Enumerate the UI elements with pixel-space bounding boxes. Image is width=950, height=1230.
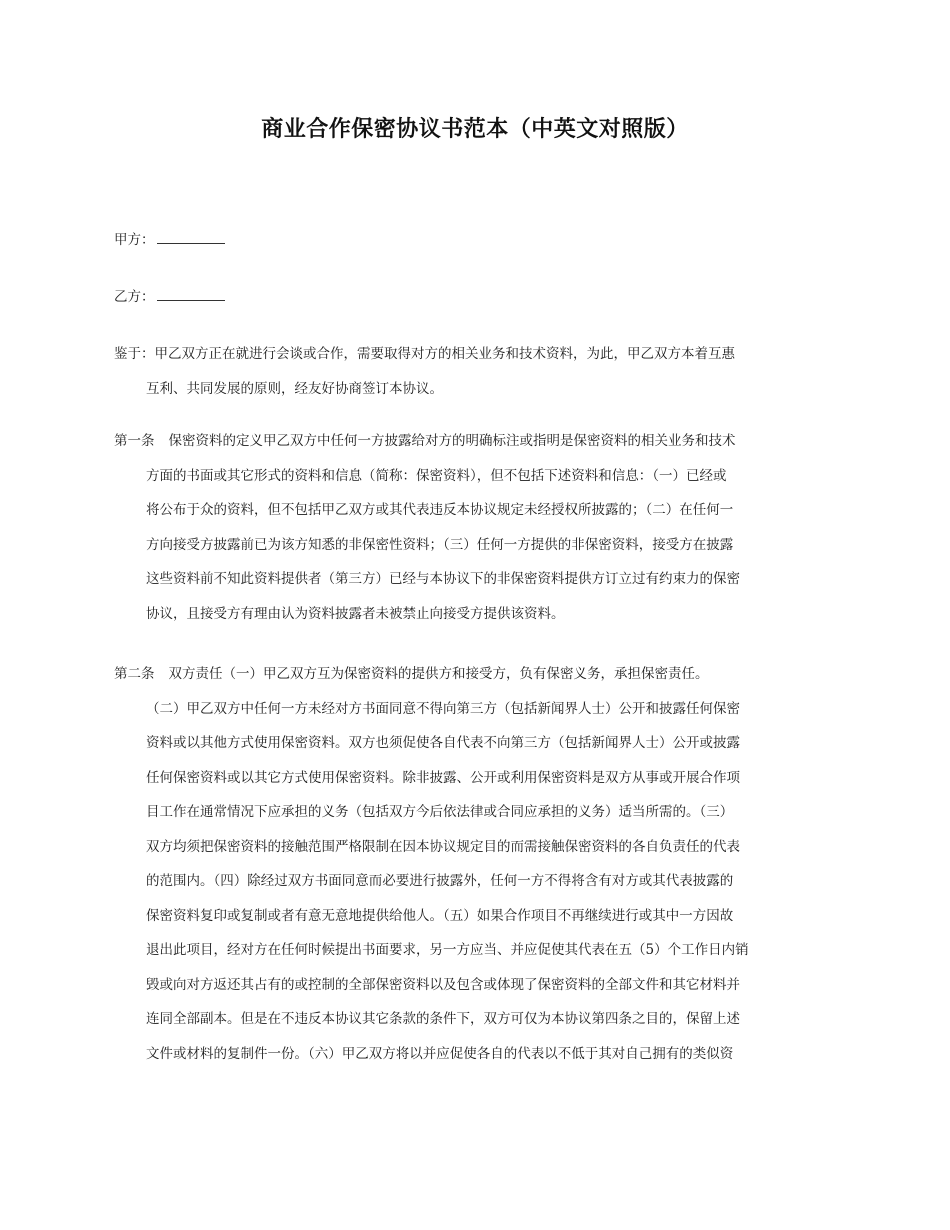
article-2-first-line: [114, 657, 838, 692]
article-2-line: 退出此项目，经对方在任何时候提出书面要求，另一方应当、并应促使其代表在五（5）个工作日内销: [146, 942, 749, 958]
whereas-line: 互利、共同发展的原则，经友好协商签订本协议。: [146, 380, 443, 397]
article-2-line: 保密资料复印或复制或者有意无意地提供给他人。（五）如果合作项目不再继续进行或其中一方因故: [146, 907, 734, 924]
party-b-line: [114, 286, 225, 307]
article-1-line: 保密资料的定义甲乙双方中任何一方披露给对方的明确标注或指明是保密资料的相关业务和技术: [168, 433, 736, 449]
party-a-blank: [157, 229, 225, 244]
party-a-line: [114, 229, 225, 250]
article-1-line: 方向接受方披露前已为该方知悉的非保密性资料；（三）任何一方提供的非保密资料，接受方在披露: [146, 536, 734, 553]
party-a-label: 甲方：: [114, 232, 155, 248]
article-2-line: 双方均须把保密资料的接触范围严格限制在因本协议规定目的而需接触保密资料的各自负责任的代表: [146, 838, 740, 855]
article-2-line: 的范围内。（四）除经过双方书面同意而必要进行披露外，任何一方不得将含有对方或其代表披露的: [146, 873, 734, 889]
article-2-line: 资料或以其他方式使用保密资料。双方也须促使各自代表不向第三方（包括新闻界人士）公开或披露: [146, 735, 740, 751]
article-2: [114, 657, 838, 1071]
article-2-line: 双方责任（一）甲乙双方互为保密资料的提供方和接受方，负有保密义务，承担保密责任。: [168, 666, 709, 682]
article-1-line: 将公布于众的资料，但不包括甲乙双方或其代表违反本协议规定未经授权所披露的；（二）在任何一: [146, 502, 734, 518]
whereas-line: 鉴于：甲乙双方正在就进行会谈或合作，需要取得对方的相关业务和技术资料，为此，甲乙双方本着互惠: [114, 346, 735, 362]
article-1: [114, 424, 838, 631]
article-2-line: 文件或材料的复制件一份。（六）甲乙双方将以并应促使各自的代表以不低于其对自己拥有的类似资: [146, 1045, 734, 1062]
article-2-line: 目工作在通常情况下应承担的义务（包括双方今后依法律或合同应承担的义务）适当所需的。（三）: [146, 804, 734, 820]
party-b-blank: [157, 286, 225, 301]
article-1-heading: 第一条: [114, 433, 155, 449]
whereas-paragraph: [114, 337, 838, 406]
article-1-line: 协议，且接受方有理由认为资料披露者未被禁止向接受方提供该资料。: [146, 605, 565, 622]
article-2-line: 连同全部副本。但是在不违反本协议其它条款的条件下，双方可仅为本协议第四条之目的，保留上述: [146, 1011, 740, 1027]
article-2-line: 毁或向对方返还其占有的或控制的全部保密资料以及包含或体现了保密资料的全部文件和其它材料并: [146, 976, 740, 993]
document-title: 商业合作保密协议书范本（中英文对照版）: [261, 116, 689, 142]
party-b-label: 乙方：: [114, 289, 155, 305]
article-2-line: 任何保密资料或以其它方式使用保密资料。除非披露、公开或利用保密资料是双方从事或开展合作项: [146, 769, 740, 786]
article-2-line: （二）甲乙双方中任何一方未经对方书面同意不得向第三方（包括新闻界人士）公开和披露任何保密: [146, 700, 740, 717]
article-1-line: 这些资料前不知此资料提供者（第三方）已经与本协议下的非保密资料提供方订立过有约束力的保密: [146, 571, 740, 587]
article-2-heading: 第二条: [114, 666, 155, 682]
article-1-line: 方面的书面或其它形式的资料和信息（简称：保密资料），但不包括下述资料和信息：（一）已经或: [146, 467, 727, 484]
article-1-first-line: [114, 424, 838, 459]
